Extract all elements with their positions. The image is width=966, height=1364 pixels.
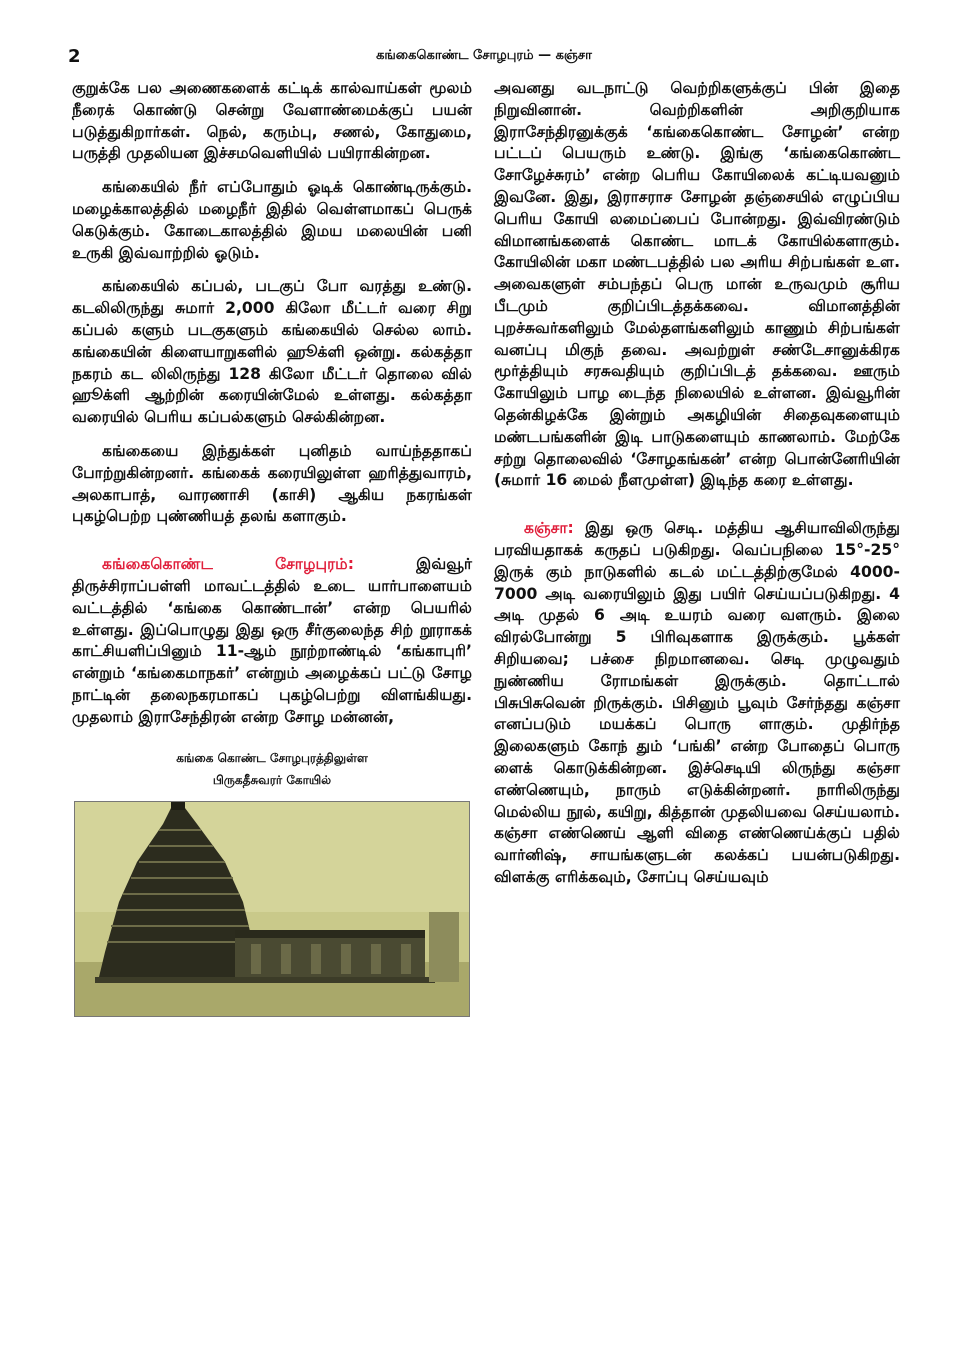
- left-column: [72, 78, 472, 1017]
- section-heading-ganja: கஞ்சா:: [524, 519, 574, 538]
- page-number: 2: [68, 46, 81, 67]
- temple-illustration: [75, 802, 469, 1016]
- right-column: [494, 78, 900, 901]
- paragraph-ganga-flow: கங்கையில் நீர் எப்போதும் ஓடிக் கொண்டிருக்கும். மழைக்காலத்தில் மழைநீர் இதில் வெள்ளமாகப் பெருக் கெடுக்கும். கோடைகாலத்தில் இமய மலையின் பனி உருகி இவ்வாற்றில் ஓடும்.: [72, 178, 472, 262]
- temple-photo: [74, 801, 470, 1017]
- paragraph-ganja: [494, 518, 900, 889]
- caption-line-2: பிருகதீசுவரர் கோயில்: [212, 772, 332, 787]
- caption-line-1: கங்கை கொண்ட சோழபுரத்திலுள்ள: [176, 750, 368, 765]
- paragraph-ganja-text: இது ஒரு செடி. மத்திய ஆசியாவிலிருந்து பரவியதாகக் கருதப் படுகிறது. வெப்பநிலை 15°-25° இருக் கும் நாடுகளில் கடல் மட்டத்திற்குமேல் 4000-7000 அடி வரையிலும் இது பயிர் செய்யப்படுகிறது. 4 அடி முதல் 6 அடி உயரம் வரை வளரும். இலை விரல்போன்று 5 பிரிவுகளாக இருக்கும். பூக்கள் சிறியவை; பச்சை நிறமானவை. செடி முழுவதும் நுண்ணிய ரோமங்கள் இருக்கும். தொட்டால் பிசுபிசுவென் றிருக்கும். பிசினும் பூவும் சேர்ந்தது கஞ்சா எனப்படும் மயக்கப் பொரு ளாகும். முதிர்ந்த இலைகளும் கோந் தும் ‘பங்கி’ என்ற போதைப் பொரு ளைக் கொடுக்கின்றன. இச்செடியி லிருந்து கஞ்சா எண்ணெயும், நாரும் எடுக்கின்றனர். நாரிலிருந்து மெல்லிய நூல், கயிறு, கித்தான் முதலியவை செய்யலாம். கஞ்சா எண்ணெய் ஆளி விதை எண்ணெய்க்குப் பதில் வார்னிஷ், சாயங்களுடன் கலக்கப் பயன்படுகிறது. விளக்கு எரிக்கவும், சோப்பு செய்யவும்: [494, 519, 900, 886]
- photo-caption: [72, 747, 472, 791]
- paragraph-ganga-navigation: கங்கையில் கப்பல், படகுப் போ வரத்து உண்டு. கடலிலிருந்து சுமார் 2,000 கிலோ மீட்டர் வரை சிறு கப்பல் களும் படகுகளும் கங்கையில் செல்ல லாம். கங்கையின் கிளையாறுகளில் ஹூக்ளி ஒன்று. கல்கத்தா நகரம் கட லிலிருந்து 128 கிலோ மீட்டர் தொலை வில் ஹூக்ளி ஆற்றின் கரையின்மேல் உள்ளது. கல்கத்தா வரையில் பெரிய கப்பல்களும் செல்கின்றன.: [72, 277, 472, 427]
- paragraph-gangaikonda-cholapuram: [72, 554, 472, 728]
- page-header: [68, 46, 900, 74]
- paragraph-holy-cities: கங்கையை இந்துக்கள் புனிதம் வாய்ந்ததாகப் போற்றுகின்றனர். கங்கைக் கரையிலுள்ள ஹரித்துவாரம், அலகாபாத், வாரணாசி (காசி) ஆகிய நகரங்கள் புகழ்பெற்ற புண்ணியத் தலங் களாகும்.: [72, 441, 472, 526]
- paragraph-irrigation: குறுக்கே பல அணைகளைக் கட்டிக் கால்வாய்கள் மூலம் நீரைக் கொண்டு சென்று வேளாண்மைக்குப் பயன் படுத்துகிறார்கள். நெல், கரும்பு, சணல், கோதுமை, பருத்தி முதலியன இச்சமவெளியில் பயிராகின்றன.: [72, 79, 472, 163]
- running-title: கங்கைகொண்ட சோழபுரம் — கஞ்சா: [376, 48, 592, 63]
- section-heading-gangaikonda: கங்கைகொண்ட சோழபுரம்:: [102, 555, 354, 574]
- paragraph-gangaikonda-text: இவ்வூர் திருச்சிராப்பள்ளி மாவட்டத்தில் உடை யார்பாளையம் வட்டத்தில் ‘கங்கை கொண்டான்’ என்ற பெயரில் உள்ளது. இப்பொழுது இது ஒரு சீர்குலைந்த சிற் றூராகக் காட்சியளிப்பினும் 11-ஆம் நூற்றாண்டில் ‘கங்காபுரி’ என்றும் ‘கங்கைமாநகர்’ என்றும் அழைக்கப் பட்டு சோழ நாட்டின் தலைநகரமாகப் புகழ்பெற்று விளங்கியது. முதலாம் இராசேந்திரன் என்ற சோழ மன்னன்,: [72, 555, 472, 726]
- paragraph-temple-history: அவனது வடநாட்டு வெற்றிகளுக்குப் பின் இதை நிறுவினான். வெற்றிகளின் அறிகுறியாக இராசேந்திரனுக்குக் ‘கங்கைகொண்ட சோழன்’ என்ற பட்டப் பெயரும் உண்டு. இங்கு ‘கங்கைகொண்ட சோழேச்சுரம்’ என்ற பெரிய கோயிலைக் கட்டியவனும் இவனே. இது, இராசராச சோழன் தஞ்சையில் எழுப்பிய பெரிய கோயி லமைப்பைப் போன்றது. இவ்விரண்டும் விமானங்களைக் கொண்ட மாடக் கோயில்களாகும். கோயிலின் மகா மண்டபத்தில் பல அரிய சிற்பங்கள் உள. அவைகளுள் சம்பந்தப் பெரு மான் உருவமும் சூரிய பீடமும் குறிப்பிடத்தக்கவை. விமானத்தின் புறச்சுவர்களிலும் மேல்தளங்களிலும் காணும் சிற்பங்கள் வனப்பு மிகுந் தவை. அவற்றுள் சண்டேசானுக்கிரக மூர்த்தியும் சரசுவதியும் குறிப்பிடத் தக்கவை. ஊரும் கோயிலும் பாழ டைந்த நிலையில் உள்ளன. இவ்வூரின் தென்கிழக்கே இன்றும் அகழியின் சிதைவுகளையும் மண்டபங்களின் இடி பாடுகளையும் காணலாம். மேற்கே சற்று தொலைவில் ‘சோழகங்கன்’ என்ற பொன்னேரியின் (சுமார் 16 மைல் நீளமுள்ள) இடிந்த கரை உள்ளது.: [494, 79, 900, 490]
